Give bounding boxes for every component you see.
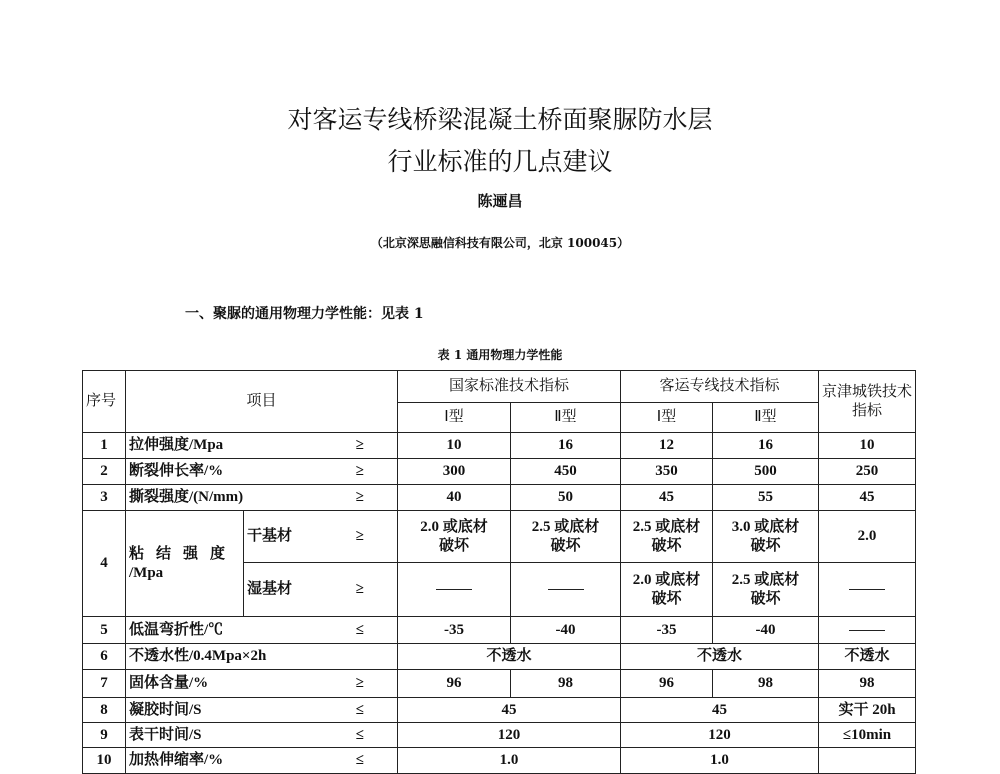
value: 98 bbox=[511, 670, 621, 698]
table-header-row bbox=[83, 371, 916, 403]
item-label: 拉伸强度/Mpa bbox=[129, 437, 224, 453]
header-type1: Ⅰ型 bbox=[398, 403, 511, 433]
item-cell bbox=[126, 433, 398, 459]
header-type2: Ⅱ型 bbox=[713, 403, 819, 433]
value: 2.5 或底材 破坏 bbox=[511, 511, 621, 563]
row-number: 5 bbox=[83, 617, 126, 644]
empty-dash bbox=[819, 617, 916, 644]
item-cell bbox=[126, 459, 398, 485]
value: 98 bbox=[713, 670, 819, 698]
value: 96 bbox=[398, 670, 511, 698]
author: 陈逦昌 bbox=[477, 192, 523, 210]
row-number: 7 bbox=[83, 670, 126, 698]
header-seq: 序号 bbox=[83, 371, 126, 433]
empty-dash bbox=[511, 563, 621, 617]
operator: ≥ bbox=[355, 581, 364, 597]
value: 16 bbox=[713, 433, 819, 459]
value: 55 bbox=[713, 485, 819, 511]
value: 12 bbox=[621, 433, 713, 459]
operator: ≤ bbox=[355, 701, 364, 718]
row-number: 3 bbox=[83, 485, 126, 511]
empty-dash bbox=[819, 563, 916, 617]
value: -35 bbox=[398, 617, 511, 644]
item-label: 加热伸缩率/% bbox=[129, 752, 224, 768]
row-number: 10 bbox=[83, 748, 126, 774]
title-line-1: 对客运专线桥梁混凝土桥面聚脲防水层 bbox=[287, 105, 713, 134]
value: -35 bbox=[621, 617, 713, 644]
table-row bbox=[83, 748, 916, 774]
value: 45 bbox=[819, 485, 916, 511]
operator: ≥ bbox=[355, 463, 364, 479]
value: 2.5 或底材 破坏 bbox=[713, 563, 819, 617]
item-cell bbox=[126, 670, 398, 698]
item-label: 固体含量/% bbox=[129, 675, 209, 691]
value: ≤10min bbox=[819, 723, 916, 748]
operator: ≥ bbox=[355, 528, 364, 544]
value: 45 bbox=[621, 485, 713, 511]
value: 实干 20h bbox=[819, 698, 916, 723]
value: 500 bbox=[713, 459, 819, 485]
operator: ≥ bbox=[355, 675, 364, 691]
value: 2.0 或底材 破坏 bbox=[398, 511, 511, 563]
item-unit: /Mpa bbox=[129, 564, 164, 581]
item-cell bbox=[126, 698, 398, 723]
properties-table bbox=[82, 370, 916, 774]
value: 1.0 bbox=[398, 748, 621, 774]
value: 450 bbox=[511, 459, 621, 485]
value: 不透水 bbox=[819, 644, 916, 670]
value: 300 bbox=[398, 459, 511, 485]
item-label: 粘结强度 bbox=[129, 545, 238, 562]
value: 350 bbox=[621, 459, 713, 485]
sub-item-label: 干基材 bbox=[247, 528, 293, 544]
sub-item-cell bbox=[244, 511, 398, 563]
item-cell bbox=[126, 748, 398, 774]
operator: ≤ bbox=[355, 621, 364, 638]
header-jingjin: 京津城铁技术指标 bbox=[819, 371, 916, 433]
item-label: 不透水性/0.4Mpa×2h bbox=[126, 644, 398, 670]
table-row bbox=[83, 459, 916, 485]
item-label: 凝胶时间/S bbox=[129, 701, 202, 718]
row-number: 9 bbox=[83, 723, 126, 748]
table-row bbox=[83, 485, 916, 511]
item-label: 表干时间/S bbox=[129, 726, 202, 743]
item-cell bbox=[126, 511, 244, 617]
affiliation: （北京深思融信科技有限公司，北京 100045） bbox=[370, 236, 630, 250]
item-cell bbox=[126, 617, 398, 644]
value: 45 bbox=[621, 698, 819, 723]
item-label: 撕裂强度/(N/mm) bbox=[129, 489, 244, 505]
empty-dash bbox=[398, 563, 511, 617]
header-type2: Ⅱ型 bbox=[511, 403, 621, 433]
sub-item-label: 湿基材 bbox=[247, 581, 293, 597]
header-passenger: 客运专线技术指标 bbox=[621, 371, 819, 403]
table-row bbox=[83, 670, 916, 698]
sub-item-cell bbox=[244, 563, 398, 617]
operator: ≤ bbox=[355, 752, 364, 768]
item-cell bbox=[126, 485, 398, 511]
value: -40 bbox=[713, 617, 819, 644]
title-line-2: 行业标准的几点建议 bbox=[387, 147, 613, 176]
value: 不透水 bbox=[398, 644, 621, 670]
row-number: 1 bbox=[83, 433, 126, 459]
operator: ≤ bbox=[355, 726, 364, 743]
header-type1: Ⅰ型 bbox=[621, 403, 713, 433]
table-row bbox=[83, 723, 916, 748]
value: 16 bbox=[511, 433, 621, 459]
item-label: 断裂伸长率/% bbox=[129, 463, 224, 479]
value: 10 bbox=[398, 433, 511, 459]
item-cell bbox=[126, 723, 398, 748]
empty-cell bbox=[819, 748, 916, 774]
value: 250 bbox=[819, 459, 916, 485]
row-number: 8 bbox=[83, 698, 126, 723]
value: 不透水 bbox=[621, 644, 819, 670]
table-row bbox=[83, 617, 916, 644]
section-heading: 一、聚脲的通用物理力学性能：见表 1 bbox=[185, 306, 424, 322]
value: 2.0 bbox=[819, 511, 916, 563]
value: 3.0 或底材 破坏 bbox=[713, 511, 819, 563]
value: 10 bbox=[819, 433, 916, 459]
row-number: 4 bbox=[83, 511, 126, 617]
value: 120 bbox=[398, 723, 621, 748]
value: 98 bbox=[819, 670, 916, 698]
header-national: 国家标准技术指标 bbox=[398, 371, 621, 403]
value: 40 bbox=[398, 485, 511, 511]
value: 120 bbox=[621, 723, 819, 748]
row-number: 2 bbox=[83, 459, 126, 485]
value: 50 bbox=[511, 485, 621, 511]
operator: ≥ bbox=[355, 489, 364, 505]
item-label: 低温弯折性/℃ bbox=[129, 621, 224, 638]
header-item: 项目 bbox=[126, 371, 398, 433]
value: 2.0 或底材 破坏 bbox=[621, 563, 713, 617]
value: 96 bbox=[621, 670, 713, 698]
operator: ≥ bbox=[355, 437, 364, 453]
table-caption: 表 1 通用物理力学性能 bbox=[437, 348, 563, 362]
table-row bbox=[83, 511, 916, 563]
value: 2.5 或底材 破坏 bbox=[621, 511, 713, 563]
value: -40 bbox=[511, 617, 621, 644]
table-row bbox=[83, 433, 916, 459]
value: 45 bbox=[398, 698, 621, 723]
value: 1.0 bbox=[621, 748, 819, 774]
table-row bbox=[83, 698, 916, 723]
table-row bbox=[83, 644, 916, 670]
row-number: 6 bbox=[83, 644, 126, 670]
